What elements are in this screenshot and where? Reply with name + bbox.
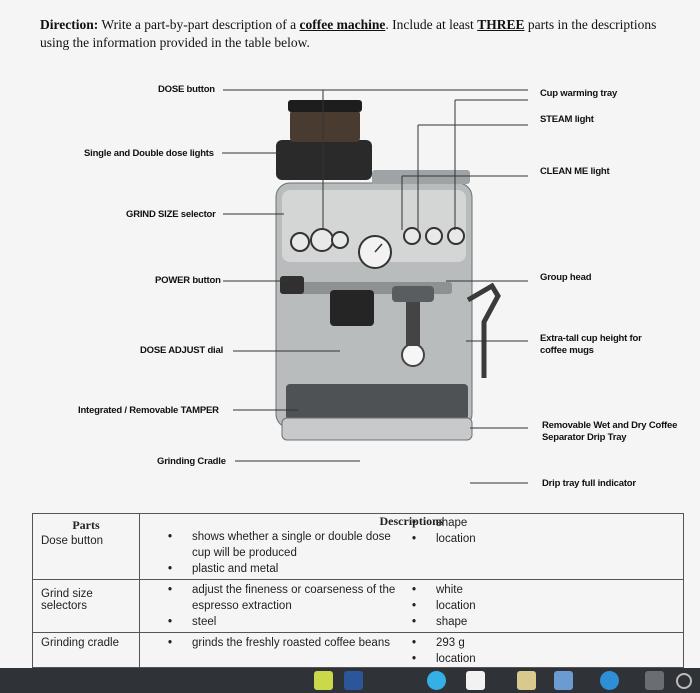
row-part-grind: Grind size selectors — [33, 580, 140, 633]
parts-table: Parts Dose button Descriptions • shows whether a single or double dose cup will be produced • plastic and metal • shape • location Grind size selectors • adjust the fineness or coarseness of the espresso extraction • steel • white • location • shape Grinding cradle • grinds the freshly roasted coffee beans • 293 g • location — [32, 513, 684, 668]
label-dose-button: DOSE button — [158, 84, 215, 95]
label-drip-full: Drip tray full indicator — [542, 478, 636, 489]
label-dose-adjust: DOSE ADJUST dial — [140, 345, 224, 356]
edge-icon[interactable] — [600, 671, 619, 690]
label-single-double-lights: Single and Double dose lights — [84, 148, 214, 159]
search-icon[interactable] — [676, 673, 692, 689]
word-icon[interactable] — [344, 671, 363, 690]
coffee-machine-image — [276, 100, 498, 440]
files-icon[interactable] — [466, 671, 485, 690]
direction-text: Direction: Write a part-by-part description of a coffee machine. Include at least THREE parts in the descriptions using the information provided in the table below. — [40, 17, 657, 50]
label-steam-light: STEAM light — [540, 114, 594, 125]
descriptions-header: Descriptions — [379, 514, 444, 528]
row-part-dose: Dose button — [41, 535, 104, 547]
label-drip-tray: Removable Wet and Dry Coffee Separator Drip Tray — [542, 420, 678, 443]
label-group-head: Group head — [540, 272, 592, 283]
taskbar — [0, 668, 700, 693]
app-icon[interactable] — [314, 671, 333, 690]
label-clean-me-light: CLEAN ME light — [540, 166, 610, 177]
task-view-icon[interactable] — [645, 671, 664, 690]
coffee-machine-emphasis: coffee machine — [299, 17, 386, 32]
browser-icon[interactable] — [427, 671, 446, 690]
label-cup-warming: Cup warming tray — [540, 88, 618, 99]
label-tamper: Integrated / Removable TAMPER — [78, 405, 219, 416]
calculator-icon[interactable] — [517, 671, 536, 690]
label-extra-tall: Extra-tall cup height for coffee mugs — [540, 333, 642, 356]
label-grind-size: GRIND SIZE selector — [126, 209, 216, 220]
photos-icon[interactable] — [554, 671, 573, 690]
parts-header: Parts — [72, 518, 100, 532]
direction-label: Direction: — [40, 17, 99, 32]
row-part-cradle: Grinding cradle — [33, 633, 140, 668]
label-grinding-cradle: Grinding Cradle — [157, 456, 226, 467]
three-emphasis: THREE — [477, 17, 525, 32]
label-power-button: POWER button — [155, 275, 221, 286]
